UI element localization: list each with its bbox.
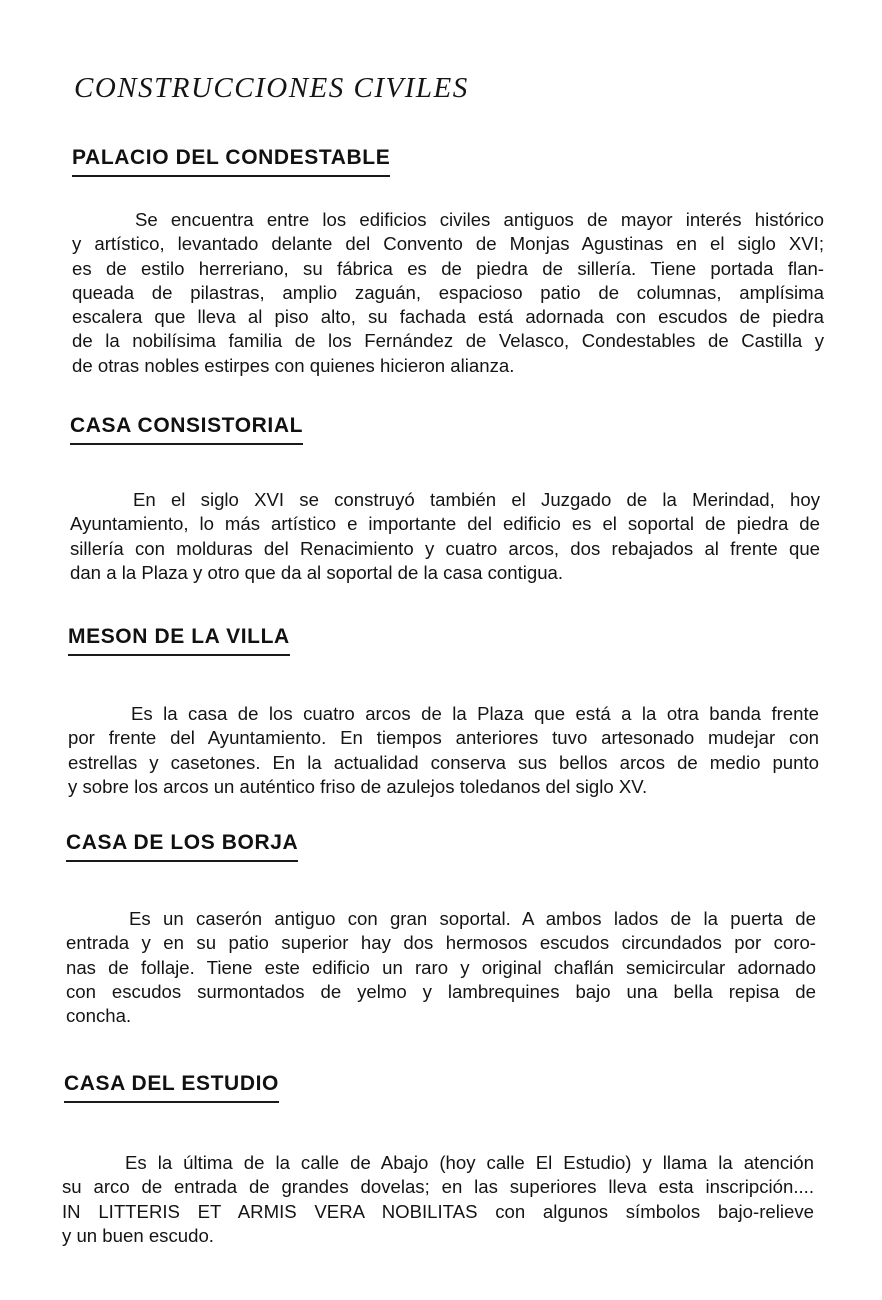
paragraph-line: es de estilo herreriano, su fábrica es de piedra de sillería. Tiene portada flan-: [72, 257, 824, 279]
paragraph-line: y sobre los arcos un auténtico friso de azulejos toledanos del siglo XV.: [68, 775, 648, 797]
paragraph-line: Se encuentra entre los edificios civiles antiguos de mayor interés histórico: [135, 209, 824, 230]
paragraph-line: y un buen escudo.: [62, 1224, 214, 1246]
section-heading: MESON DE LA VILLA: [68, 625, 290, 656]
paragraph-line: Es la última de la calle de Abajo (hoy calle El Estudio) y llama la atención: [125, 1152, 814, 1173]
section-heading: CASA DE LOS BORJA: [66, 831, 298, 862]
paragraph-line: de otras nobles estirpes con quienes hicieron alianza.: [72, 354, 515, 376]
paragraph-line: IN LITTERIS ET ARMIS VERA NOBILITAS con algunos símbolos bajo-relieve: [62, 1200, 814, 1222]
section-paragraph: [62, 1151, 814, 1248]
section-paragraph: [66, 907, 816, 1028]
paragraph-line: estrellas y casetones. En la actualidad conserva sus bellos arcos de medio punto: [68, 751, 819, 773]
paragraph-line: entrada y en su patio superior hay dos hermosos escudos circundados por coro-: [66, 932, 816, 954]
paragraph-line: escalera que lleva al piso alto, su fachada está adornada con escudos de piedra: [72, 306, 824, 328]
paragraph-line: queada de pilastras, amplio zaguán, espacioso patio de columnas, amplísima: [72, 281, 824, 303]
section-heading: CASA DEL ESTUDIO: [64, 1072, 279, 1103]
paragraph-line: dan a la Plaza y otro que da al soportal de la casa contigua.: [70, 561, 564, 583]
paragraph-line: sillería con molduras del Renacimiento y cuatro arcos, dos rebajados al frente que: [70, 537, 820, 559]
paragraph-line: y artístico, levantado delante del Convento de Monjas Agustinas en el siglo XVI;: [72, 233, 824, 255]
paragraph-line: su arco de entrada de grandes dovelas; en las superiores lleva esta inscripción....: [62, 1176, 814, 1198]
section-paragraph: [72, 208, 824, 378]
paragraph-line: Es un caserón antiguo con gran soportal. A ambos lados de la puerta de: [129, 908, 816, 929]
paragraph-line: En el siglo XVI se construyó también el Juzgado de la Merindad, hoy: [133, 489, 820, 510]
section-paragraph: [70, 488, 820, 585]
paragraph-line: Es la casa de los cuatro arcos de la Plaza que está a la otra banda frente: [131, 703, 819, 724]
section-heading: CASA CONSISTORIAL: [70, 414, 303, 445]
paragraph-line: por frente del Ayuntamiento. En tiempos anteriores tuvo artesonado mudejar con: [68, 727, 819, 749]
section-heading: PALACIO DEL CONDESTABLE: [72, 146, 390, 177]
paragraph-line: de la nobilísima familia de los Fernández de Velasco, Condestables de Castilla y: [72, 330, 824, 352]
paragraph-line: Ayuntamiento, lo más artístico e importante del edificio es el soportal de piedra de: [70, 513, 820, 535]
paragraph-line: con escudos surmontados de yelmo y lambrequines bajo una bella repisa de: [66, 980, 816, 1002]
page-title: CONSTRUCCIONES CIVILES: [74, 72, 469, 104]
paragraph-line: concha.: [66, 1005, 132, 1027]
paragraph-line: nas de follaje. Tiene este edificio un raro y original chaflán semicircular adornado: [66, 956, 816, 978]
section-paragraph: [68, 702, 819, 799]
